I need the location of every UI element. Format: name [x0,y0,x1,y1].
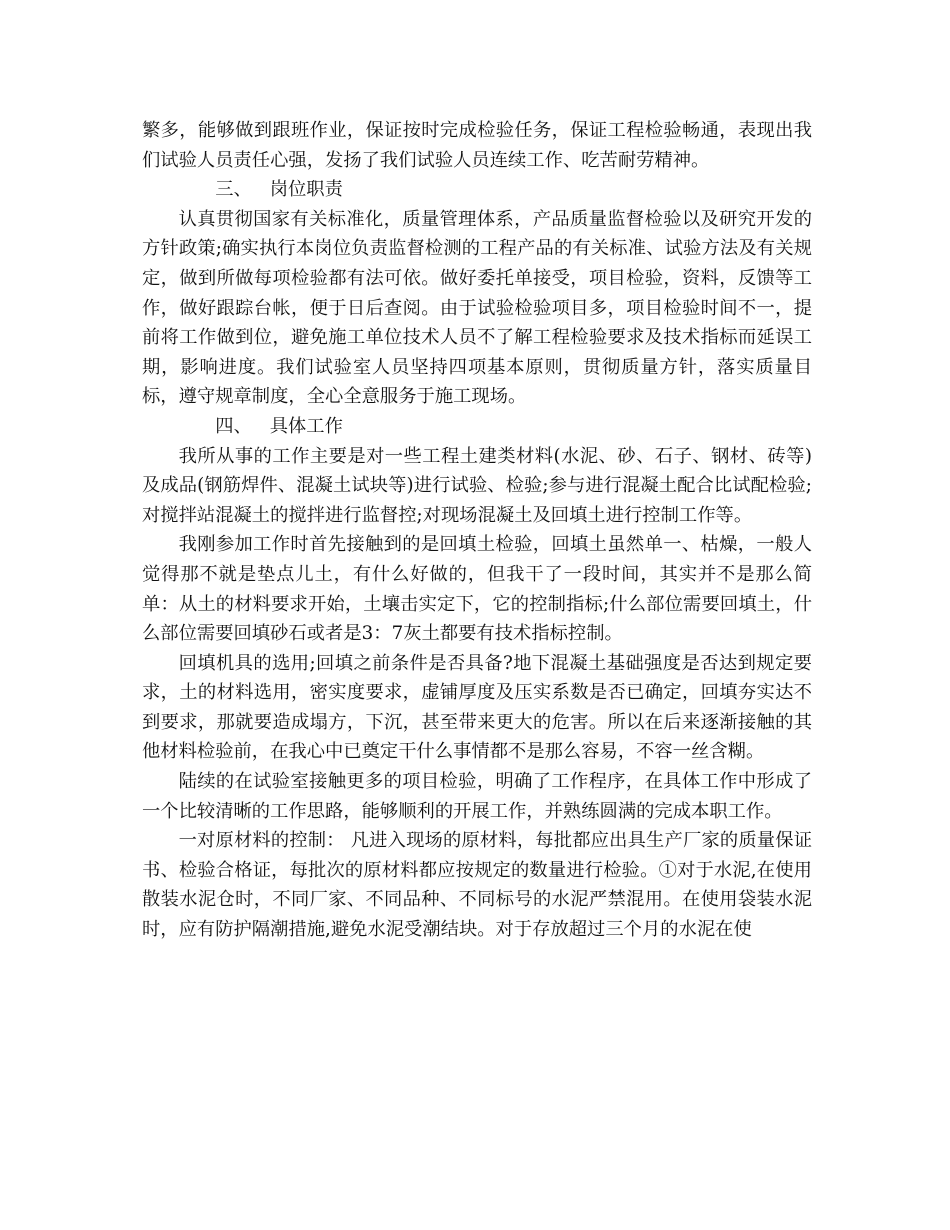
section-heading-4 [142,412,812,442]
section-title: 岗位职责 [269,179,343,201]
paragraph-experience: 陆续的在试验室接触更多的项目检验，明确了工作程序，在具体工作中形成了一个比较清晰的工作思路，能够顺利的开展工作，并熟练圆满的完成本职工作。 [142,771,812,822]
section-number: 四、 [215,415,252,437]
paragraph-work-scope: 我所从事的工作主要是对一些工程土建类材料(水泥、砂、石子、钢材、砖等)及成品(钢筋焊件、混凝土试块等)进行试验、检验;参与进行混凝土配合比试配检验;对搅拌站混凝土的搅拌进行监督控;对现场混凝土及回填土进行控制工作等。 [142,445,812,526]
paragraph-intro: 繁多，能够做到跟班作业，保证按时完成检验任务，保证工程检验畅通，表现出我们试验人员责任心强，发扬了我们试验人员连续工作、吃苦耐劳精神。 [142,120,812,171]
paragraph-duties: 认真贯彻国家有关标准化，质量管理体系，产品质量监督检验以及研究开发的方针政策;确实执行本岗位负责监督检测的工程产品的有关标准、试验方法及有关规定，做到所做每项检验都有法可依。做好委托单接受，项目检验，资料，反馈等工作，做好跟踪台帐，便于日后查阅。由于试验检验项目多，项目检验时间不一，提前将工作做到位，避免施工单位技术人员不了解工程检验要求及技术指标而延误工期，影响进度。我们试验室人员坚持四项基本原则，贯彻质量方针，落实质量目标，遵守规章制度，全心全意服务于施工现场。 [142,208,812,408]
document-body [142,116,812,945]
section-heading-3 [142,175,812,205]
paragraph-backfill: 我刚参加工作时首先接触到的是回填土检验，回填土虽然单一、枯燥，一般人觉得那不就是垫点儿土，有什么好做的，但我干了一段时间，其实并不是那么简单：从土的材料要求开始，土壤击实定下，它的控制指标;什么部位需要回填土，什么部位需要回填砂石或者是3：7灰土都要有技术指标控制。 [142,534,812,645]
section-title: 具体工作 [269,415,343,437]
paragraph-backfill-equipment: 回填机具的选用;回填之前条件是否具备?地下混凝土基础强度是否达到规定要求，土的材料选用，密实度要求，虚铺厚度及压实系数是否已确定，回填夯实达不到要求，那就要造成塌方，下沉，甚至带来更大的危害。所以在后来逐渐接触的其他材料检验前，在我心中已奠定干什么事情都不是那么容易，不容一丝含糊。 [142,652,812,763]
paragraph-raw-materials: 一对原材料的控制： 凡进入现场的原材料，每批都应出具生产厂家的质量保证书、检验合格证，每批次的原材料都应按规定的数量进行检验。①对于水泥,在使用散装水泥仓时，不同厂家、不同品种、不同标号的水泥严禁混用。在使用袋装水泥时，应有防护隔潮措施,避免水泥受潮结块。对于存放超过三个月的水泥在使 [142,830,812,941]
section-number: 三、 [215,179,252,201]
